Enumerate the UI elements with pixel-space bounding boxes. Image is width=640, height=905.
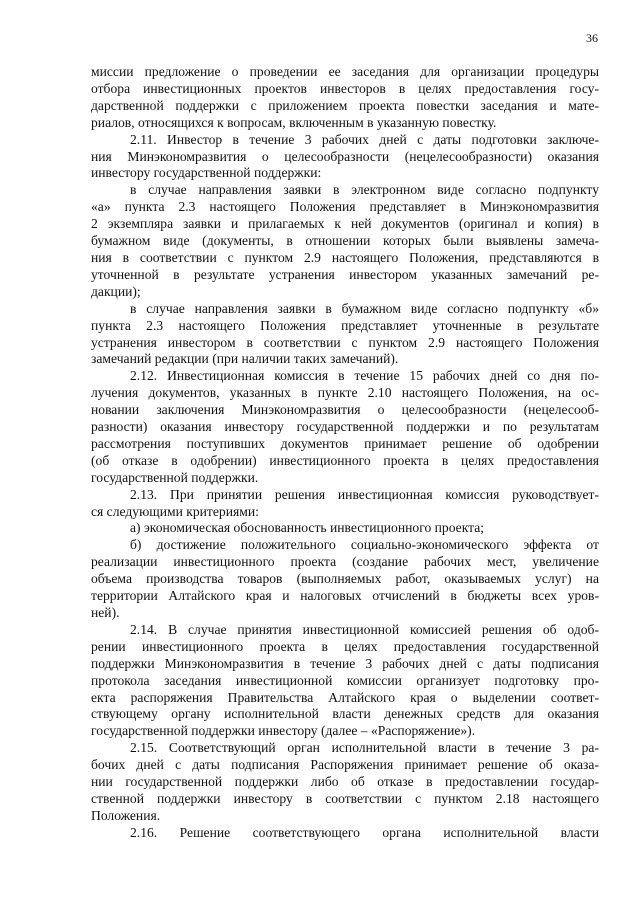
text-line: разности) оказания инвестору государственной поддержки и по результатам (91, 419, 599, 435)
text-line: 2.11. Инвестор в течение 3 рабочих дней с даты подготовки заключе- (130, 131, 599, 147)
text-line: протокола заседания инвестиционной комиссии организует подготовку про- (91, 672, 599, 688)
text-line: реализации инвестиционного проекта (создание рабочих мест, увеличение (91, 554, 599, 570)
text-line: «а» пункта 2.3 настоящего Положения представляет в Минэкономразвития (91, 199, 599, 215)
text-line: Положения. (91, 807, 161, 823)
text-line: рассмотрения поступивших документов принимает решение об одобрении (91, 435, 599, 451)
text-line: бочих дней с даты подписания Распоряжения принимает решение об оказа- (91, 757, 599, 773)
text-line: рении инвестиционного проекта в целях предоставления государственной (91, 638, 599, 654)
text-line: устранения инвестором в соответствии с пунктом 2.9 настоящего Положения (91, 334, 599, 350)
text-line: в случае направления заявки в электронном виде согласно подпункту (130, 182, 599, 198)
text-line: риалов, относящихся к вопросам, включенным в указанную повестку. (91, 114, 497, 130)
text-line: ния в соответствии с пунктом 2.9 настоящего Положения, представляются в (91, 249, 599, 265)
text-line: поддержки Минэкономразвития в течение 3 рабочих дней с даты подписания (91, 655, 599, 671)
text-line: 2.16. Решение соответствующего органа исполнительной власти (130, 824, 599, 840)
text-line: 2.12. Инвестиционная комиссия в течение 15 рабочих дней со дня по- (130, 368, 599, 384)
text-line: 2 экземпляра заявки и прилагаемых к ней документов (оригинал и копия) в (91, 216, 599, 232)
text-line: отбора инвестиционных проектов инвесторов в целях предоставления госу- (91, 80, 599, 96)
text-line: ния Минэкономразвития о целесообразности (нецелесообразности) оказания (91, 148, 599, 164)
document-body (91, 64, 599, 842)
text-line: уточненной в результате устранения инвестором указанных замечаний ре- (91, 266, 599, 282)
text-line: замечаний редакции (при наличии таких замечаний). (91, 351, 399, 367)
text-line: ствующему органу исполнительной власти денежных средств для оказания (91, 706, 599, 722)
text-line: (об отказе в одобрении) инвестиционного проекта в целях предоставления (91, 452, 599, 468)
text-line: миссии предложение о проведении ее заседания для организации процедуры (91, 64, 599, 79)
text-line: екта распоряжения Правительства Алтайского края о выделении соответ- (91, 689, 599, 705)
text-line: дакции); (91, 283, 141, 299)
text-line: в случае направления заявки в бумажном виде согласно подпункту «б» (130, 300, 599, 316)
text-line: лучения документов, указанных в пункте 2.10 настоящего Положения, на ос- (91, 385, 599, 401)
text-line: б) достижение положительного социально-экономического эффекта от (130, 537, 599, 553)
text-line: территории Алтайского края и налоговых отчислений в бюджеты всех уров- (91, 588, 599, 604)
text-line: объема производства товаров (выполняемых работ, оказываемых услуг) на (91, 571, 599, 587)
text-line: государственной поддержки инвестору (далее – «Распоряжение»). (91, 723, 476, 739)
text-line: государственной поддержки. (91, 469, 259, 485)
text-line: пункта 2.3 настоящего Положения представляет уточненные в результате (91, 317, 599, 333)
text-line: бумажном виде (документы, в отношении которых были выявлены замеча- (91, 233, 599, 249)
page-number: 36 (586, 31, 598, 45)
text-line: 2.15. Соответствующий орган исполнительной власти в течение 3 ра- (130, 740, 599, 756)
text-line: ней). (91, 605, 120, 620)
text-line: 2.13. При принятии решения инвестиционная комиссия руководствует- (130, 486, 599, 502)
text-line: новании заключения Минэкономразвития о целесообразности (нецелесооб- (91, 402, 599, 418)
text-line: нии государственной поддержки либо об отказе в предоставлении государ- (91, 774, 599, 790)
text-line: а) экономическая обоснованность инвестиционного проекта; (130, 520, 485, 536)
text-line: 2.14. В случае принятия инвестиционной комиссией решения об одоб- (130, 621, 599, 637)
text-line: инвестору государственной поддержки: (91, 165, 322, 181)
text-line: ся следующими критериями: (91, 503, 259, 519)
text-line: ственной поддержки инвестору в соответствии с пунктом 2.18 настоящего (91, 790, 599, 806)
text-line: дарственной поддержки с приложением проекта повестки заседания и мате- (91, 97, 599, 113)
